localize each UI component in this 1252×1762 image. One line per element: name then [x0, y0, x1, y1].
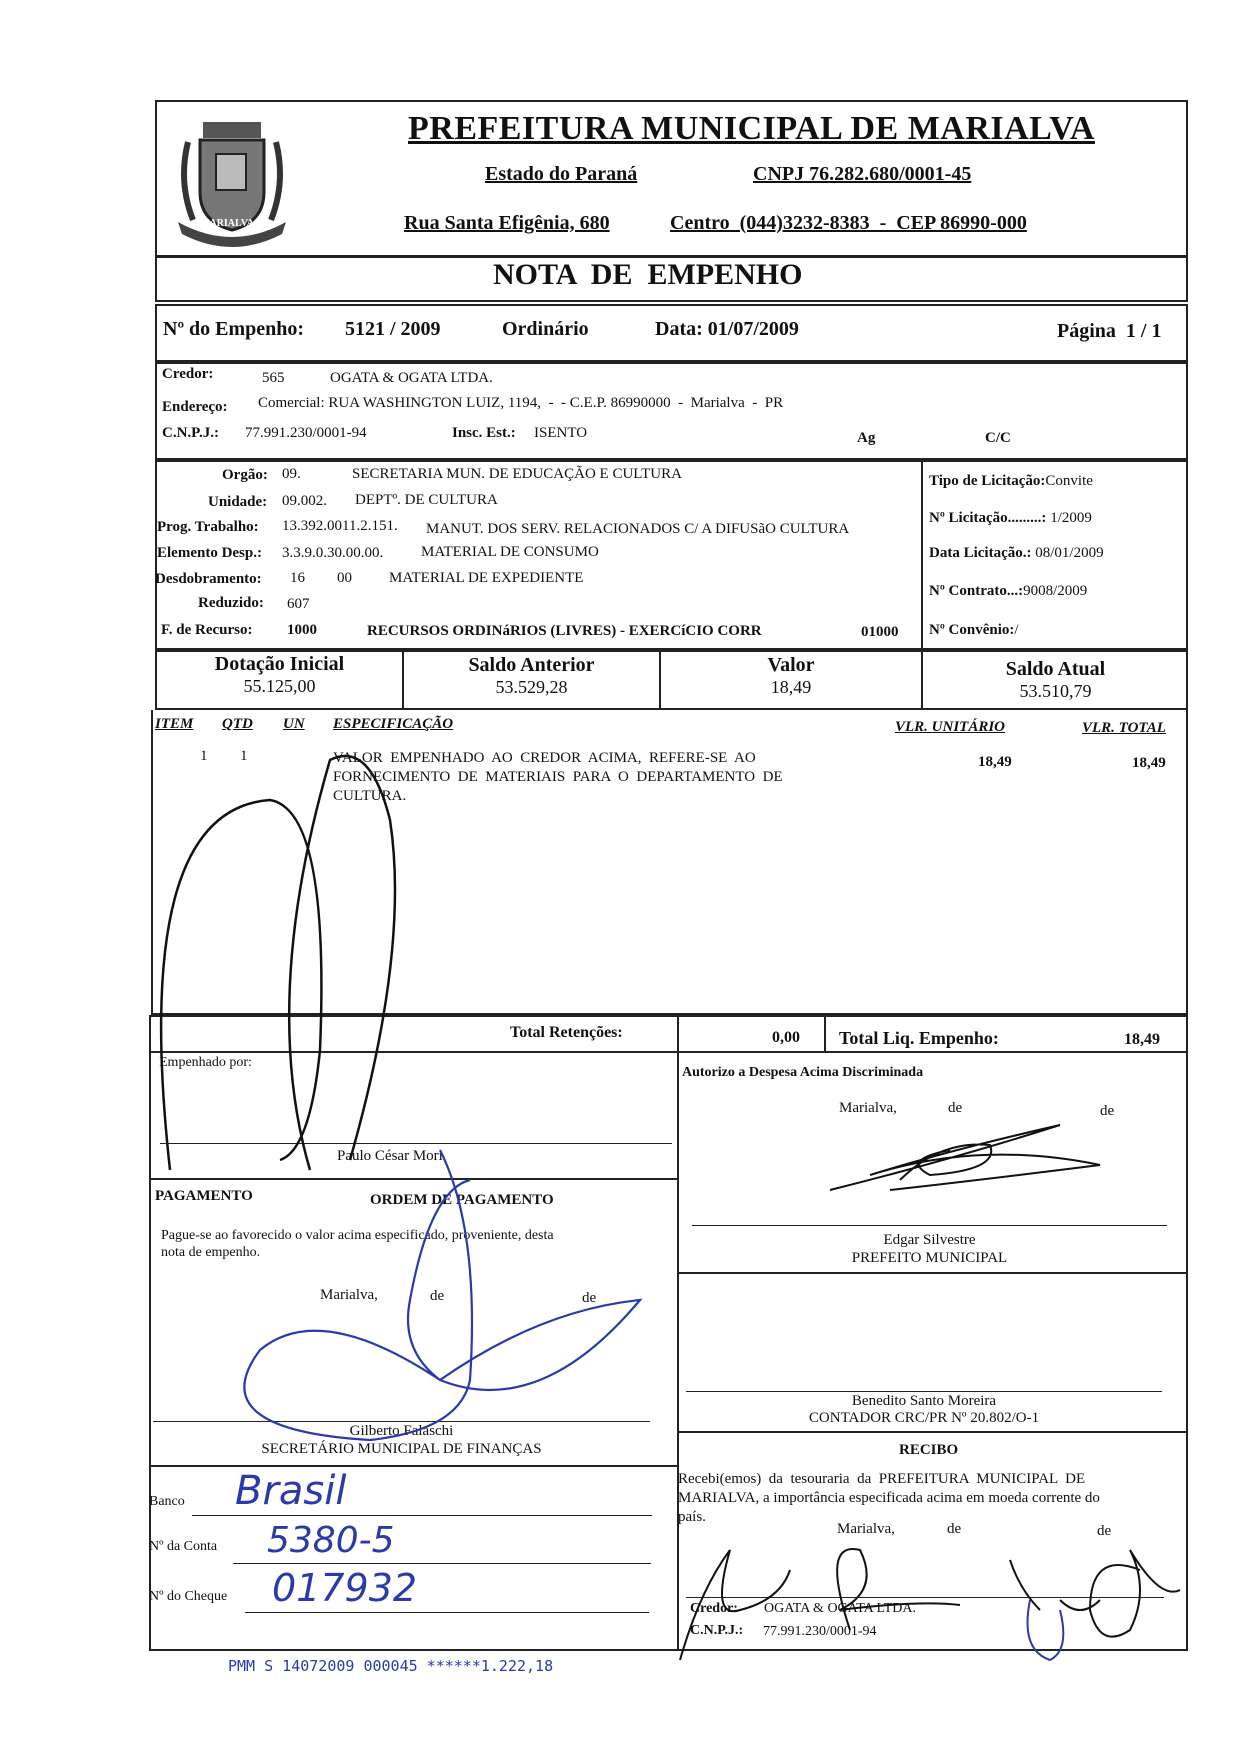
- prog-label: Prog. Trabalho:: [157, 519, 259, 535]
- saldo-dotacao: [157, 653, 402, 697]
- credor-name: OGATA & OGATA LTDA.: [330, 370, 493, 386]
- endereco-label: Endereço:: [162, 399, 228, 415]
- liq-label: Total Liq. Empenho:: [839, 1028, 999, 1048]
- contrato-value: 9008/2009: [1023, 583, 1088, 599]
- contador-divider: [677, 1431, 1188, 1433]
- recibo-label: RECIBO: [899, 1442, 959, 1458]
- reduzido-value: 607: [287, 596, 310, 612]
- recurso-value: RECURSOS ORDINáRIOS (LIVRES) - EXERCíCIO CORR: [367, 623, 762, 639]
- municipal-crest-icon: [158, 102, 308, 254]
- header-state: Estado do Paraná: [485, 163, 638, 185]
- contador-role: CONTADOR CRC/PR Nº 20.802/O-1: [808, 1410, 1040, 1426]
- licitacao-data-value: 08/01/2009: [1035, 545, 1104, 561]
- prog-value: MANUT. DOS SERV. RELACIONADOS C/ A DIFUSãO CULTURA: [426, 521, 850, 537]
- banco-line: [192, 1515, 652, 1516]
- conta-label: Nº da Conta: [149, 1539, 218, 1554]
- elemento-value: MATERIAL DE CONSUMO: [421, 544, 599, 560]
- unidade-code: 09.002.: [282, 493, 327, 509]
- empenho-date: Data: 01/07/2009: [655, 318, 799, 340]
- endereco-value: Comercial: RUA WASHINGTON LUIZ, 1194, - - C.E.P. 86990000 - Marialva - PR: [258, 395, 784, 411]
- header-address2: Centro (044)3232-8383 - CEP 86990-000: [670, 212, 1027, 234]
- empenho-type: Ordinário: [502, 318, 589, 340]
- dotacao-divider: [921, 460, 923, 650]
- orgao-label: Orgão:: [222, 467, 268, 483]
- banco-label: Banco: [149, 1494, 185, 1509]
- conta-handwriting: 5380-5: [267, 1520, 395, 1561]
- saldo-anterior-value: 53.529,28: [495, 677, 568, 697]
- licitacao-data: [929, 545, 1104, 562]
- signature-empenhado: [150, 750, 430, 1170]
- autorizo-role: PREFEITO MUNICIPAL: [851, 1250, 1008, 1266]
- unidade-value: DEPTº. DE CULTURA: [355, 492, 498, 508]
- licitacao-num-label: Nº Licitação.........:: [929, 510, 1047, 526]
- doc-title: NOTA DE EMPENHO: [493, 258, 803, 291]
- saldo-atual-value: 53.510,79: [1019, 681, 1092, 701]
- desdob-label: Desdobramento:: [155, 571, 262, 587]
- reduzido-label: Reduzido:: [198, 595, 264, 611]
- elemento-code: 3.3.9.0.30.00.00.: [282, 545, 384, 561]
- signature-prefeito: [830, 1120, 1130, 1200]
- pagamento-place: Marialva,: [320, 1287, 378, 1303]
- saldo-dotacao-value: 55.125,00: [243, 676, 316, 696]
- item-number: 1: [200, 748, 208, 764]
- signature-secretario: [240, 1150, 660, 1450]
- cheque-line: [245, 1612, 649, 1613]
- item-vlr-total: 18,49: [1132, 755, 1166, 771]
- desdob-code2: 00: [337, 570, 352, 586]
- totals-div-1: [677, 1015, 679, 1053]
- ordem-pagamento: ORDEM DE PAGAMENTO: [370, 1192, 554, 1208]
- licitacao-tipo-label: [929, 473, 1093, 490]
- retencoes-value: 0,00: [772, 1029, 800, 1046]
- prog-code: 13.392.0011.2.151.: [282, 518, 398, 534]
- cheque-label: Nº do Cheque: [149, 1589, 228, 1604]
- contrato: [929, 583, 1087, 600]
- col-qtd: QTD: [222, 716, 253, 732]
- convenio-value: /: [1014, 622, 1019, 638]
- recibo-text-1: Recebi(emos) da tesouraria da PREFEITURA MUNICIPAL DE: [678, 1471, 1086, 1487]
- contador-name: Benedito Santo Moreira: [851, 1393, 997, 1409]
- item-desc-2: FORNECIMENTO DE MATERIAIS PARA O DEPARTAMENTO DE: [333, 769, 783, 785]
- saldo-atual-label: Saldo Atual: [1005, 658, 1106, 680]
- recurso-code: 1000: [287, 622, 317, 638]
- signature-credor: [660, 1510, 1180, 1660]
- saldo-atual: [923, 658, 1188, 702]
- licitacao-data-label: Data Licitação.:: [929, 545, 1032, 561]
- saldo-valor-label: Valor: [767, 654, 815, 676]
- col-especificacao: ESPECIFICAÇÃO: [333, 716, 454, 732]
- autorizo-label: Autorizo a Despesa Acima Discriminada: [682, 1065, 924, 1080]
- recibo-cnpj: 77.991.230/0001-94: [763, 1624, 877, 1639]
- recibo-place: Marialva,: [837, 1521, 895, 1537]
- autorizo-sign-line: [692, 1225, 1167, 1226]
- desdob-value: MATERIAL DE EXPEDIENTE: [389, 570, 584, 586]
- cheque-handwriting: 017932: [272, 1566, 418, 1610]
- cash-stamp: PMM S 14072009 000045 ******1.222,18: [228, 1657, 554, 1675]
- pagamento-role: SECRETÁRIO MUNICIPAL DE FINANÇAS: [261, 1441, 542, 1457]
- recibo-de1: de: [947, 1521, 962, 1537]
- desdob-code1: 16: [290, 570, 305, 586]
- recurso-label: F. de Recurso:: [161, 622, 253, 638]
- orgao-code: 09.: [282, 466, 301, 482]
- saldo-anterior-label: Saldo Anterior: [468, 654, 595, 676]
- autorizo-divider: [677, 1272, 1188, 1274]
- insc-value: ISENTO: [534, 425, 588, 441]
- contador-sign-line: [686, 1391, 1162, 1392]
- conta-line: [233, 1563, 651, 1564]
- saldo-valor: [661, 654, 921, 698]
- orgao-value: SECRETARIA MUN. DE EDUCAÇÃO E CULTURA: [352, 466, 682, 482]
- col-item: ITEM: [155, 716, 194, 732]
- cc-label: C/C: [985, 430, 1011, 446]
- pagamento-de2: de: [582, 1290, 597, 1306]
- recibo-text-2: MARIALVA, a importância especificada acima em moeda corrente do: [678, 1490, 1100, 1506]
- recibo-text-3: país.: [678, 1509, 706, 1525]
- item-desc-1: VALOR EMPENHADO AO CREDOR ACIMA, REFERE-SE AO: [333, 750, 756, 766]
- retencoes-label: Total Retenções:: [510, 1024, 623, 1041]
- empenhado-label: Empenhado por:: [159, 1055, 252, 1070]
- cnpj-label: C.N.P.J.:: [162, 425, 219, 441]
- autorizo-place: Marialva,: [839, 1100, 897, 1116]
- crest-banner-text: MARIALVA: [200, 218, 254, 229]
- cnpj-value: 77.991.230/0001-94: [245, 425, 367, 441]
- convenio: [929, 622, 1019, 639]
- recibo-credor-label: Credor:: [690, 1601, 738, 1616]
- licitacao-num-value: 1/2009: [1050, 510, 1092, 526]
- credor-code: 565: [262, 370, 285, 386]
- banco-handwriting: Brasil: [235, 1468, 347, 1514]
- page-title: PREFEITURA MUNICIPAL DE MARIALVA: [408, 110, 1095, 147]
- saldo-valor-value: 18,49: [770, 677, 812, 697]
- saldo-dotacao-label: Dotação Inicial: [214, 653, 345, 675]
- recurso-code2: 01000: [861, 624, 899, 640]
- pagamento-de1: de: [430, 1288, 445, 1304]
- pagamento-text-2: nota de empenho.: [161, 1245, 261, 1260]
- liq-value: 18,49: [1124, 1031, 1160, 1048]
- item-vlr-unit: 18,49: [978, 754, 1012, 770]
- recibo-cnpj-label: C.N.P.J.:: [690, 1623, 744, 1638]
- convenio-label: Nº Convênio:: [929, 622, 1015, 638]
- unidade-label: Unidade:: [208, 494, 268, 510]
- header-address: Rua Santa Efigênia, 680: [404, 212, 610, 234]
- recibo-de2: de: [1097, 1523, 1112, 1539]
- col-un: UN: [283, 716, 305, 732]
- header-cnpj: CNPJ 76.282.680/0001-45: [753, 163, 972, 185]
- ag-label: Ag: [857, 430, 876, 446]
- totals-div-2: [824, 1015, 826, 1053]
- elemento-label: Elemento Desp.:: [157, 545, 262, 561]
- pagamento-text-1: Pague-se ao favorecido o valor acima especificado, proveniente, desta: [161, 1228, 554, 1243]
- recibo-credor: OGATA & OGATA LTDA.: [764, 1601, 917, 1616]
- saldo-anterior: [404, 654, 659, 698]
- licitacao-num: [929, 510, 1092, 527]
- empenho-number: 5121 / 2009: [345, 318, 441, 340]
- empenho-page: Página 1 / 1: [1057, 320, 1162, 342]
- autorizo-de2: de: [1100, 1103, 1115, 1119]
- item-desc-3: CULTURA.: [333, 788, 407, 804]
- licitacao-tipo-label-text: Tipo de Licitação:: [929, 473, 1046, 489]
- col-vlr-total: VLR. TOTAL: [1082, 720, 1166, 736]
- pagamento-name: Gilberto Falaschi: [349, 1423, 454, 1439]
- contrato-label: Nº Contrato...:: [929, 583, 1024, 599]
- empenhado-name: Paulo César Mori: [337, 1148, 443, 1164]
- licitacao-tipo-value: Convite: [1045, 473, 1093, 489]
- credor-label: Credor:: [162, 366, 214, 382]
- pagamento-label: PAGAMENTO: [155, 1188, 253, 1204]
- autorizo-de1: de: [948, 1100, 963, 1116]
- insc-label: Insc. Est.:: [452, 425, 516, 441]
- autorizo-name: Edgar Silvestre: [883, 1232, 976, 1248]
- item-qtd: 1: [240, 748, 248, 764]
- empenho-label: Nº do Empenho:: [163, 318, 305, 340]
- banco-divider: [149, 1465, 677, 1467]
- col-vlr-unitario: VLR. UNITÁRIO: [895, 719, 1006, 735]
